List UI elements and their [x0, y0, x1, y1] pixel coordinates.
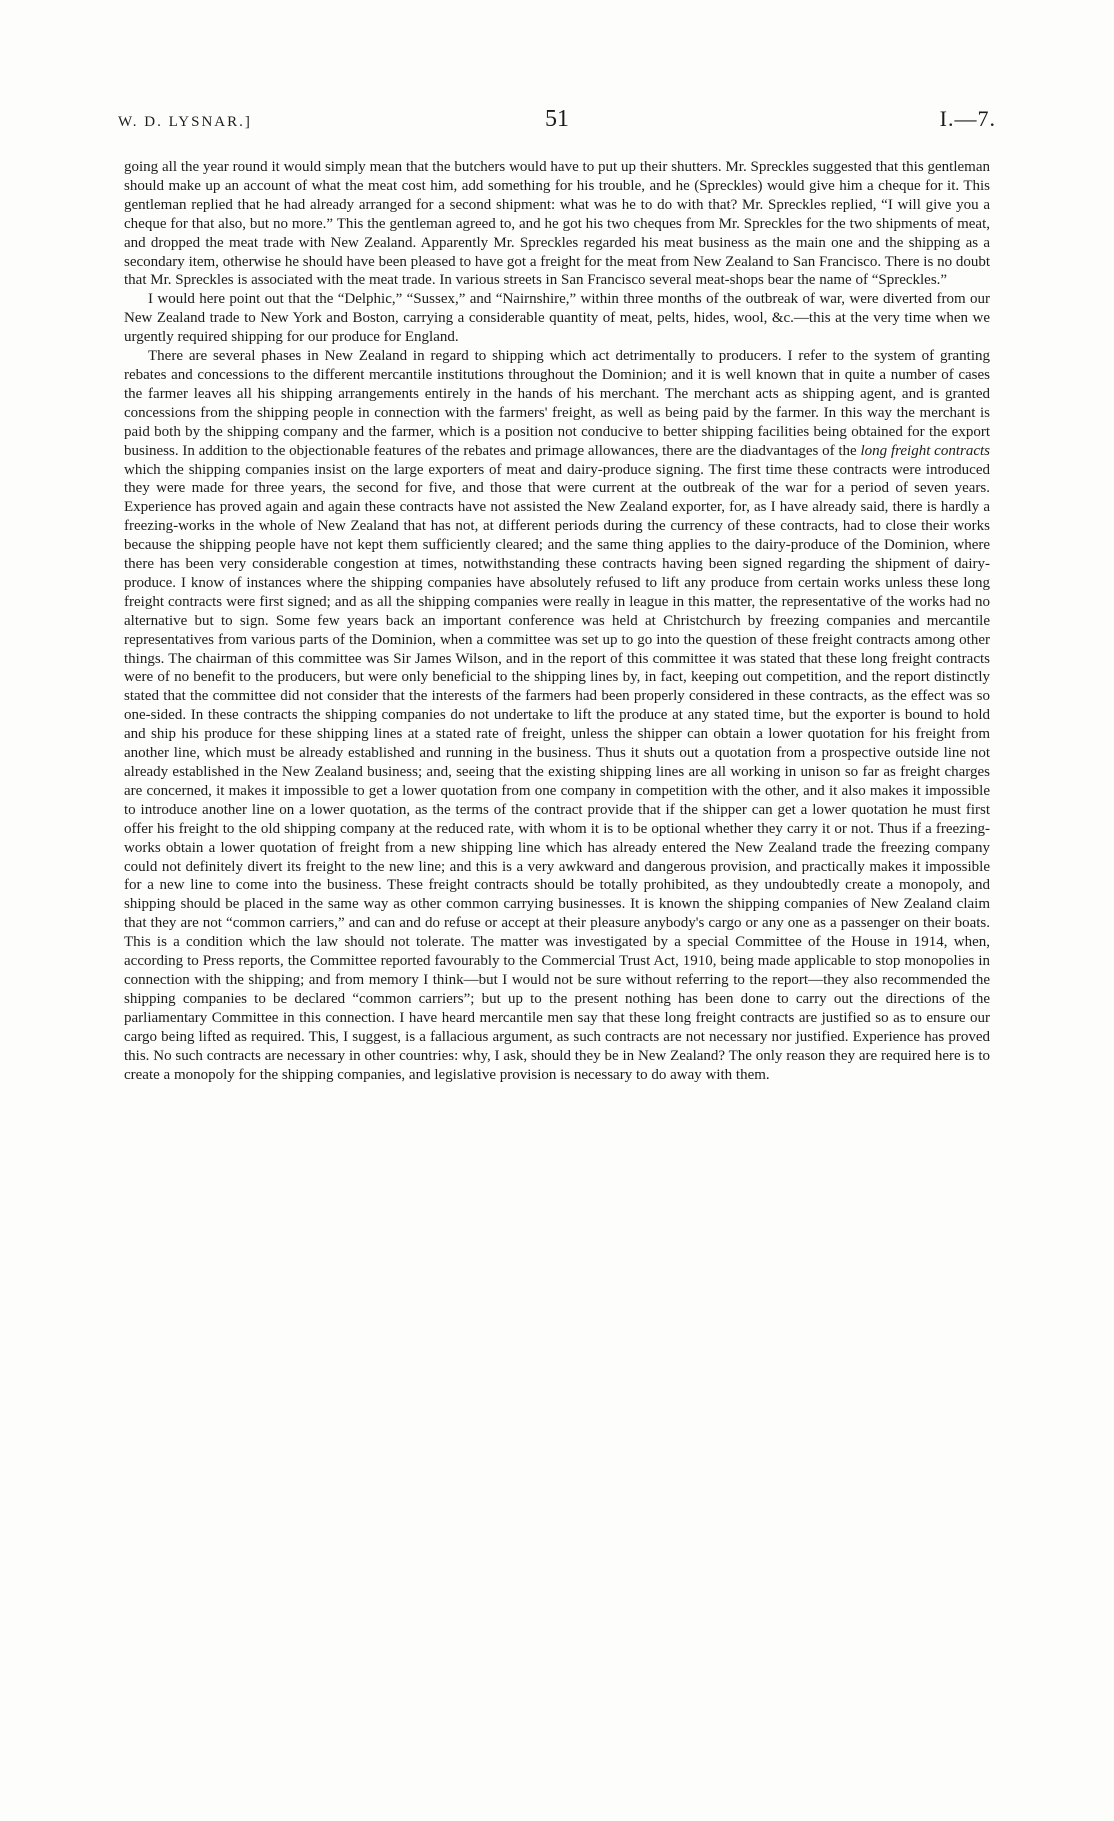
paragraph [124, 347, 990, 1084]
running-head-author: W. D. LYSNAR.] [118, 114, 252, 130]
page-number: 51 [545, 106, 569, 132]
body-text [124, 158, 990, 1084]
document-reference: I.—7. [939, 106, 996, 131]
paragraph-text: which the shipping companies insist on the large exporters of meat and dairy-produce signing. The first time these contracts were introduced they were made for three years, the second for five, and those that were current at the outbreak of the war for a period of seven years. Experience has proved again and again these contracts have not assisted the New Zealand exporter, for, as I have already said, there is hardly a freezing-works in the whole of New Zealand that has not, at different periods during the currency of these contracts, had to close their works because the shipping people have not kept them sufficiently cleared; and the same thing applies to the dairy-produce of the Dominion, where there has been very considerable congestion at times, notwithstanding these contracts having been signed regarding the shipment of dairy-produce. I know of instances where the shipping companies have absolutely refused to lift any produce from certain works unless these long freight contracts were first signed; and as all the shipping companies were really in league in this matter, the representative of the works had no alternative but to sign. Some few years back an important conference was held at Christchurch by freezing companies and mercantile representatives from various parts of the Dominion, when a committee was set up to go into the question of these freight contracts among other things. The chairman of this committee was Sir James Wilson, and in the report of this committee it was stated that these long freight contracts were of no benefit to the producers, but were only beneficial to the shipping lines by, in fact, keeping out competition, and the report distinctly stated that the committee did not consider that the interests of the farmers had been properly considered in these contracts, as the effect was so one-sided. In these contracts the shipping companies do not undertake to lift the produce at any stated time, but the exporter is bound to hold and ship his produce for these shipping lines at a stated rate of freight, unless the shipper can obtain a lower quotation for his freight from another line, which must be already established and running in the business. Thus it shuts out a quotation from a prospective outside line not already established in the New Zealand business; and, seeing that the existing shipping lines are all working in unison so far as freight charges are concerned, it makes it impossible to get a lower quotation from one company in competition with the other, and it also makes it impossible to introduce another line on a lower quotation, as the terms of the contract provide that if the shipper can get a lower quotation he must first offer his freight to the old shipping company at the reduced rate, with whom it is to be optional whether they carry it or not. Thus if a freezing-works obtain a lower quotation of freight from a new shipping line which has already entered the New Zealand trade the freezing company could not definitely divert its freight to the new line; and this is a very awkward and dangerous provision, and practically makes it impossible for a new line to come into the business. These freight contracts should be totally prohibited, as they undoubtedly create a monopoly, and shipping should be placed in the same way as other common carrying businesses. It is known the shipping companies of New Zealand claim that they are not “common carriers,” and can and do refuse or accept at their pleasure anybody's cargo or any one as a passenger on their boats. This is a condition which the law should not tolerate. The matter was investigated by a special Committee of the House in 1914, when, according to Press reports, the Committee reported favourably to the Commercial Trust Act, 1910, being made applicable to stop monopolies in connection with the shipping; and from memory I think—but I would not be sure without referring to the report—they also recommended the shipping companies to be declared “common carriers”; but up to the present nothing has been done to carry out the directions of the parliamentary Committee in this connection. I have heard mercantile men say that these long freight contracts are justified so as to ensure our cargo being lifted as required. This, I suggest, is a fallacious argument, as such contracts are not necessary nor justified. Experience has proved this. No such contracts are necessary in other countries: why, I ask, should they be in New Zealand? The only reason they are required here is to create a monopoly for the shipping companies, and legislative provision is necessary to do away with them. [124, 461, 990, 1083]
paragraph: going all the year round it would simply mean that the butchers would have to put up their shutters. Mr. Spreckles suggested that this gentleman should make up an account of what the meat cost him, add something for his trouble, and he (Spreckles) would give him a cheque for it. This gentleman replied that he had already arranged for a second shipment: what was he to do with that? Mr. Spreckles replied, “I will give you a cheque for that also, but no more.” This the gentleman agreed to, and he got his two cheques from Mr. Spreckles for the two shipments of meat, and dropped the meat trade with New Zealand. Apparently Mr. Spreckles regarded his meat business as the main one and the shipping as a secondary item, otherwise he should have been pleased to have got a freight for the meat from New Zealand to San Francisco. There is no doubt that Mr. Spreckles is associated with the meat trade. In various streets in San Francisco several meat-shops bear the name of “Spreckles.” [124, 159, 990, 289]
paragraph-text: There are several phases in New Zealand in regard to shipping which act detrimentally to producers. I refer to the system of granting rebates and concessions to the different mercantile institutions throughout the Dominion; and it is well known that in quite a number of cases the farmer leaves all his shipping arrangements entirely in the hands of his merchant. The merchant acts as shipping agent, and is granted concessions from the shipping people in connection with the farmers' freight, as well as being paid by the farmer. In this way the merchant is paid both by the shipping company and the farmer, which is a position not conducive to better shipping facilities being obtained for the export business. In addition to the objectionable features of the rebates and primage allowances, there are the diadvantages of the [124, 348, 990, 459]
emphasis-long-freight-contracts: long freight contracts [860, 442, 990, 459]
paragraph: I would here point out that the “Delphic,” “Sussex,” and “Nairnshire,” within three months of the outbreak of war, were diverted from our New Zealand trade to New York and Boston, carrying a considerable quantity of meat, pelts, hides, wool, &c.—this at the very time when we urgently required shipping for our produce for England. [124, 291, 990, 346]
page-header [118, 106, 996, 138]
